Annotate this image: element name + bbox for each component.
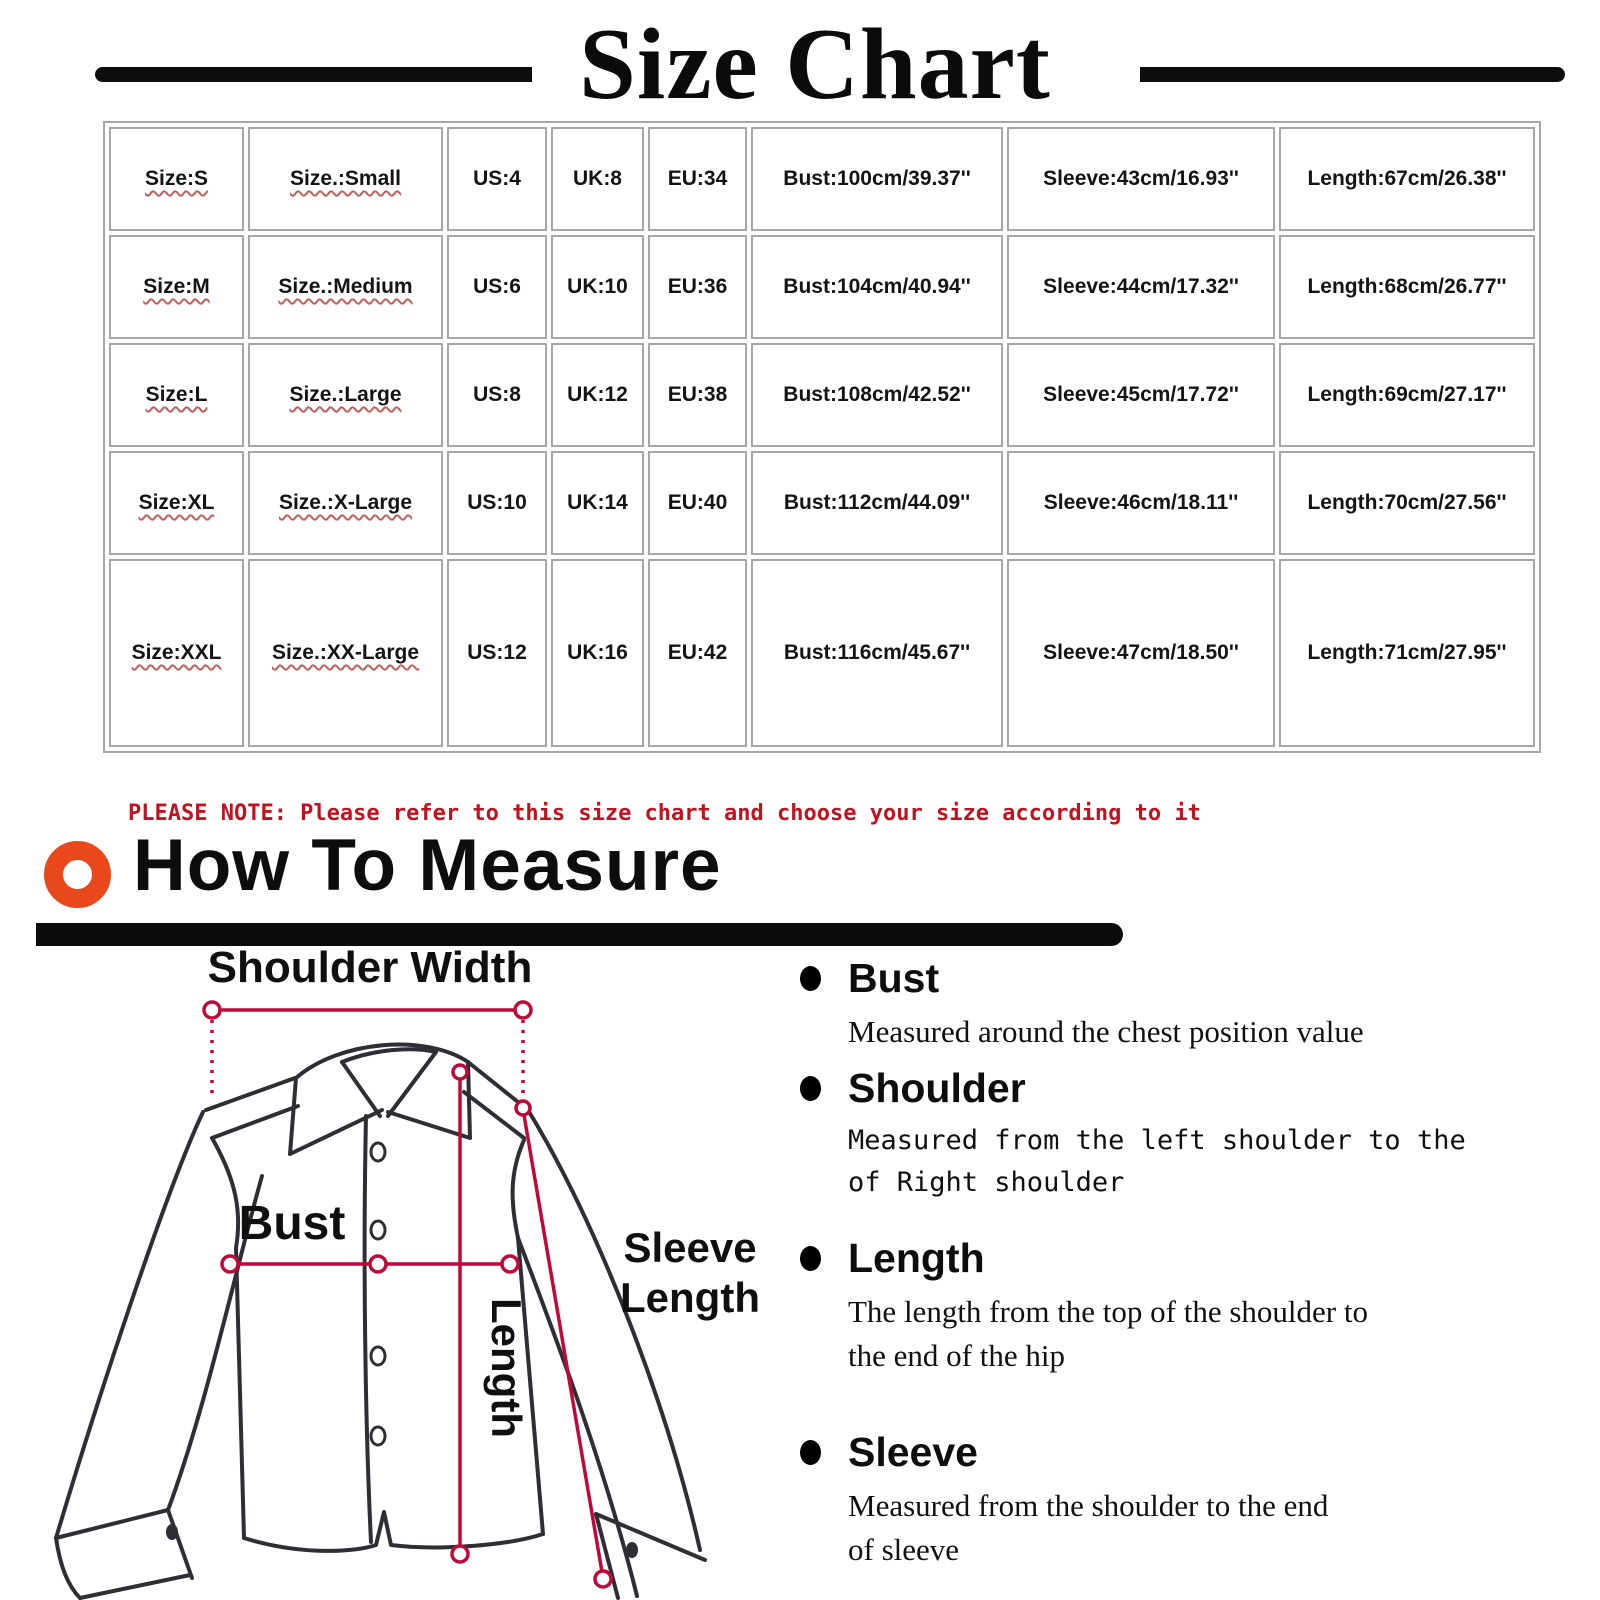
guide-term: Bust [848,955,940,1001]
guide-desc-line: Measured from the shoulder to the end [848,1488,1329,1523]
table-cell-length: Length:70cm/27.56'' [1279,451,1535,555]
title-rule-left [95,67,532,82]
title-rule-right [1140,67,1565,82]
sleeve-length-label-line1: Sleeve [623,1224,757,1271]
table-cell-size-name: Size.:XX-Large [248,559,443,747]
measure-guide [800,945,1580,1595]
table-cell-eu: EU:42 [648,559,747,747]
guide-desc-line: the end of the hip [848,1338,1065,1374]
table-cell-us: US:4 [447,127,547,231]
table-cell-size-name: Size.:Medium [248,235,443,339]
shoulder-width-label: Shoulder Width [207,943,533,992]
table-cell-sleeve: Sleeve:45cm/17.72'' [1007,343,1275,447]
size-chart-table [103,121,1541,753]
guide-item-sleeve [800,1429,1328,1572]
table-cell-eu: EU:40 [648,451,747,555]
table-cell-uk: UK:14 [551,451,644,555]
sleeve-length-label-line2: Length [620,1274,760,1321]
guide-term: Sleeve [848,1429,978,1475]
table-cell-eu: EU:36 [648,235,747,339]
guide-term: Shoulder [848,1065,1026,1111]
shirt-diagram-svg [40,938,800,1600]
table-cell-uk: UK:12 [551,343,644,447]
table-cell-us: US:8 [447,343,547,447]
table-row [109,127,1535,231]
table-cell-us: US:10 [447,451,547,555]
table-cell-size-name: Size.:Large [248,343,443,447]
guide-item-bust [800,955,1364,1054]
table-cell-sleeve: Sleeve:47cm/18.50'' [1007,559,1275,747]
table-cell-length: Length:69cm/27.17'' [1279,343,1535,447]
guide-desc-line: of sleeve [848,1532,960,1568]
table-cell-bust: Bust:116cm/45.67'' [751,559,1003,747]
table-row [109,235,1535,339]
table-row [109,343,1535,447]
bullet-dot-icon [800,966,821,991]
table-cell-bust: Bust:112cm/44.09'' [751,451,1003,555]
table-cell-uk: UK:10 [551,235,644,339]
table-row [109,451,1535,555]
table-cell-bust: Bust:104cm/40.94'' [751,235,1003,339]
how-to-measure-title: How To Measure [133,825,722,906]
bullet-dot-icon [800,1076,821,1101]
ring-bullet-icon [44,841,111,908]
guide-term: Length [848,1235,985,1281]
table-cell-uk: UK:16 [551,559,644,747]
guide-desc-line: Measured from the left shoulder to the [848,1125,1466,1156]
guide-desc-line: of Right shoulder [848,1166,1125,1198]
length-label: Length [483,1298,530,1438]
bullet-dot-icon [800,1246,821,1271]
table-cell-size-name: Size.:Small [248,127,443,231]
table-cell-sleeve: Sleeve:43cm/16.93'' [1007,127,1275,231]
guide-item-length [800,1235,1368,1378]
table-cell-uk: UK:8 [551,127,644,231]
diagram-labels [208,943,760,1438]
shirt-measure-diagram [40,938,800,1600]
table-cell-sleeve: Sleeve:46cm/18.11'' [1007,451,1275,555]
table-cell-length: Length:71cm/27.95'' [1279,559,1535,747]
table-cell-size: Size:XXL [109,559,244,747]
table-cell-us: US:12 [447,559,547,747]
shirt-outline [56,1045,705,1598]
bullet-dot-icon [800,1440,821,1465]
table-cell-bust: Bust:108cm/42.52'' [751,343,1003,447]
table-cell-sleeve: Sleeve:44cm/17.32'' [1007,235,1275,339]
table-row [109,559,1535,747]
table-cell-eu: EU:34 [648,127,747,231]
table-cell-eu: EU:38 [648,343,747,447]
bust-label: Bust [238,1197,346,1250]
guide-item-shoulder [800,1065,1466,1204]
table-cell-size: Size:L [109,343,244,447]
table-cell-length: Length:67cm/26.38'' [1279,127,1535,231]
table-cell-size: Size:M [109,235,244,339]
page-title: Size Chart [579,8,1051,121]
table-cell-length: Length:68cm/26.77'' [1279,235,1535,339]
please-note-text: PLEASE NOTE: Please refer to this size chart and choose your size according to it [128,801,1201,826]
table-cell-size: Size:XL [109,451,244,555]
guide-desc-line: Measured around the chest position value [848,1014,1364,1049]
guide-desc-line: The length from the top of the shoulder to [848,1294,1368,1329]
table-cell-us: US:6 [447,235,547,339]
table-cell-bust: Bust:100cm/39.37'' [751,127,1003,231]
table-cell-size-name: Size.:X-Large [248,451,443,555]
table-cell-size: Size:S [109,127,244,231]
